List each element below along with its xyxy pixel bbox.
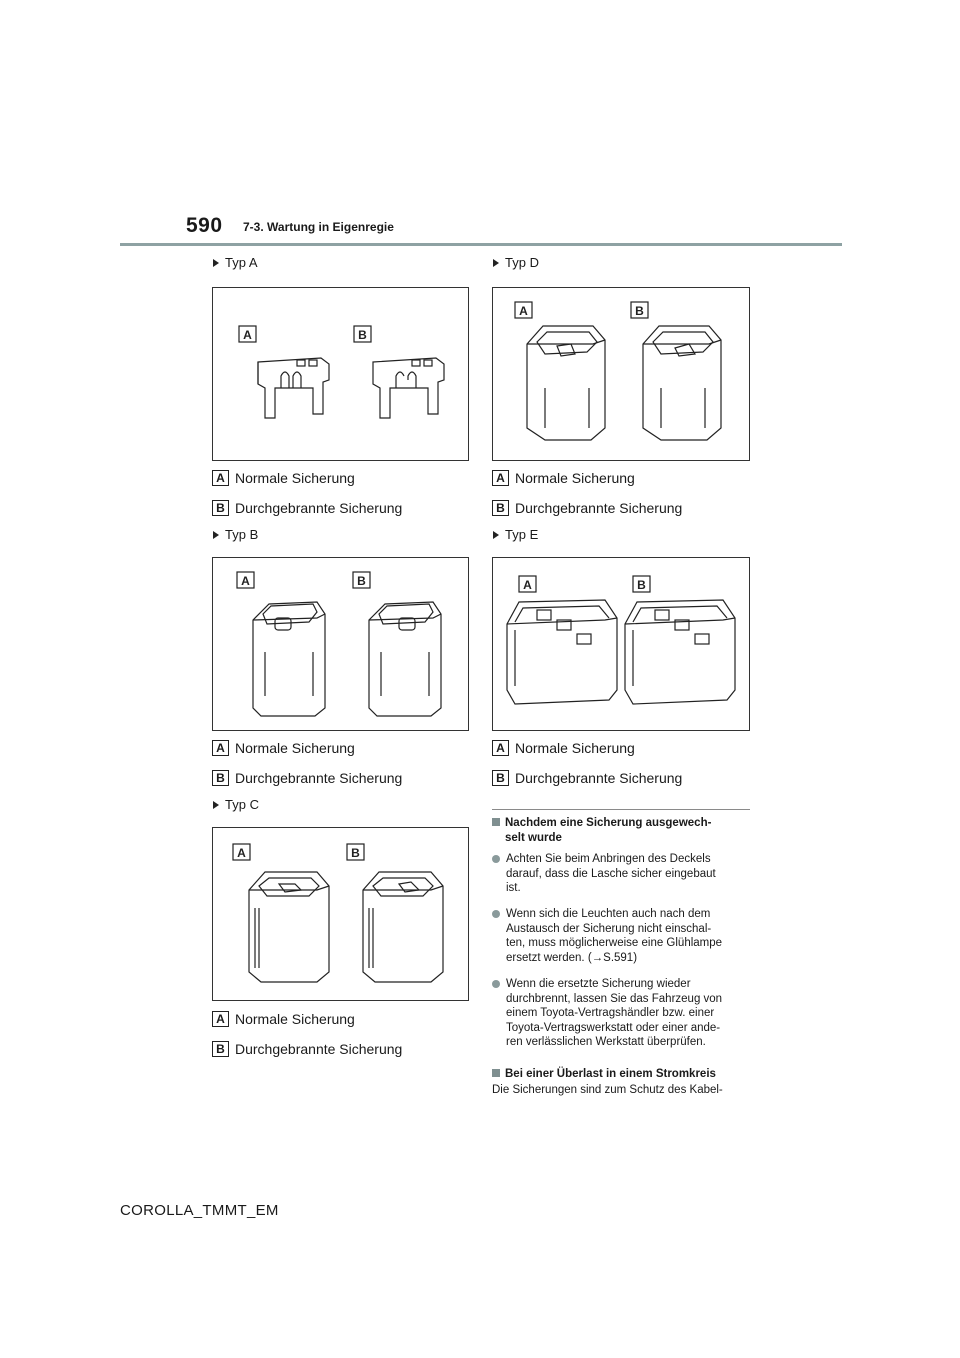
fuse-blown	[625, 600, 735, 704]
type-c-label: Typ C	[225, 797, 259, 812]
badge-b: B	[212, 1041, 229, 1057]
bullet-line: Austausch der Sicherung nicht einschal-	[506, 922, 712, 935]
bullet-line: ist.	[506, 882, 521, 894]
figure-type-a	[212, 287, 469, 461]
bullet-line: ren verlässlichen Werkstatt überprüfen.	[506, 1036, 706, 1048]
cartridge-fuse-illustration	[493, 288, 749, 460]
note-title-line: selt wurde	[505, 832, 562, 844]
bullet-line: ten, muss möglicherweise eine Glühlampe	[506, 937, 723, 949]
svg-text:A: A	[243, 328, 252, 342]
arrow-right-icon	[213, 531, 219, 539]
type-a-legend-b	[212, 500, 402, 516]
fuse-normal	[507, 600, 617, 704]
arrow-right-icon	[493, 259, 499, 267]
legend-text: Normale Sicherung	[515, 740, 635, 756]
bullet-line: Wenn sich die Leuchten auch nach dem	[506, 908, 711, 920]
note-title-line: Bei einer Überlast in einem Stromkreis	[505, 1068, 716, 1080]
badge-b: B	[212, 500, 229, 516]
type-b-label: Typ B	[225, 527, 259, 542]
fuse-blown	[643, 326, 721, 440]
arrow-right-icon	[213, 259, 219, 267]
bullet-line: Wenn die ersetzte Sicherung wieder	[506, 978, 691, 990]
fuse-blown	[373, 358, 444, 418]
type-b-legend-a	[212, 740, 355, 756]
figure-type-e	[492, 557, 750, 731]
fuse-blown	[369, 602, 441, 716]
type-e-label: Typ E	[505, 527, 539, 542]
figure-type-d	[492, 287, 750, 461]
svg-text:B: B	[351, 846, 360, 860]
badge-b: B	[492, 770, 509, 786]
footer-doc-id: COROLLA_TMMT_EM	[120, 1202, 279, 1219]
note-title-line: Nachdem eine Sicherung ausgewech-	[505, 817, 712, 829]
svg-text:B: B	[357, 574, 366, 588]
type-b-legend-b	[212, 770, 402, 786]
legend-text: Durchgebrannte Sicherung	[235, 500, 403, 516]
figure-type-b	[212, 557, 469, 731]
round-bullet-icon	[492, 855, 500, 863]
type-e-legend-b	[492, 770, 682, 786]
badge-a: A	[212, 470, 229, 486]
round-bullet-icon	[492, 980, 500, 988]
fuse-normal	[253, 602, 325, 716]
blade-fuse-illustration	[213, 288, 468, 460]
legend-text: Durchgebrannte Sicherung	[235, 1041, 403, 1057]
square-bullet-icon	[492, 818, 500, 826]
badge-a: A	[212, 1011, 229, 1027]
type-a-legend-a	[212, 470, 355, 486]
svg-text:B: B	[358, 328, 367, 342]
type-b-heading	[213, 527, 258, 542]
legend-text: Normale Sicherung	[235, 470, 355, 486]
legend-text: Durchgebrannte Sicherung	[235, 770, 403, 786]
bullet-line: darauf, dass die Lasche sicher eingebaut	[506, 867, 716, 880]
badge-b: B	[492, 500, 509, 516]
badge-a: A	[212, 740, 229, 756]
fuse-blown	[363, 872, 443, 982]
square-bullet-icon	[492, 1069, 500, 1077]
type-c-legend-a	[212, 1011, 355, 1027]
bullet-line: durchbrennt, lassen Sie das Fahrzeug von	[506, 992, 723, 1005]
svg-text:B: B	[637, 578, 646, 592]
note-bullet-1	[492, 852, 754, 896]
svg-text:A: A	[237, 846, 246, 860]
svg-text:B: B	[635, 304, 644, 318]
svg-text:A: A	[519, 304, 528, 318]
bullet-line: Toyota-Vertragswerkstatt oder einer ande-	[506, 1021, 721, 1034]
type-a-heading	[213, 255, 258, 270]
type-d-legend-b	[492, 500, 682, 516]
arrow-right-icon	[213, 801, 219, 809]
legend-text: Durchgebrannte Sicherung	[515, 500, 683, 516]
type-e-heading	[493, 527, 538, 542]
legend-text: Normale Sicherung	[235, 1011, 355, 1027]
bullet-line: Achten Sie beim Anbringen des Deckels	[506, 853, 711, 865]
page-number: 590	[186, 214, 223, 237]
arrow-right-icon	[493, 531, 499, 539]
fuse-normal	[258, 358, 329, 418]
bullet-line: ersetzt werden. (→S.591)	[506, 951, 638, 964]
type-c-legend-b	[212, 1041, 402, 1057]
type-c-heading	[213, 797, 259, 812]
type-d-heading	[493, 255, 539, 270]
legend-text: Durchgebrannte Sicherung	[515, 770, 683, 786]
type-e-legend-a	[492, 740, 635, 756]
bullet-line: einem Toyota-Vertragshändler bzw. einer	[506, 1007, 715, 1019]
notes-divider	[492, 809, 750, 810]
header-rule	[120, 243, 842, 246]
figure-type-c	[212, 827, 469, 1001]
legend-text: Normale Sicherung	[515, 470, 635, 486]
fuse-normal	[249, 872, 329, 982]
section-title: 7-3. Wartung in Eigenregie	[243, 220, 394, 234]
cartridge-fuse-illustration	[213, 828, 468, 1000]
type-d-label: Typ D	[505, 255, 539, 270]
badge-b: B	[212, 770, 229, 786]
badge-a: A	[492, 740, 509, 756]
note-bullet-3	[492, 977, 754, 1050]
note-bullet-2	[492, 907, 754, 965]
round-bullet-icon	[492, 910, 500, 918]
fuse-normal	[527, 326, 605, 440]
note-title-after-replacement	[492, 816, 711, 846]
svg-text:A: A	[523, 578, 532, 592]
note-title-overload	[492, 1067, 716, 1082]
type-a-label: Typ A	[225, 255, 258, 270]
note-paragraph: Die Sicherungen sind zum Schutz des Kabel-	[492, 1084, 723, 1096]
type-d-legend-a	[492, 470, 635, 486]
svg-text:A: A	[241, 574, 250, 588]
badge-a: A	[492, 470, 509, 486]
cartridge-fuse-illustration	[493, 558, 749, 730]
cartridge-fuse-illustration	[213, 558, 468, 730]
legend-text: Normale Sicherung	[235, 740, 355, 756]
